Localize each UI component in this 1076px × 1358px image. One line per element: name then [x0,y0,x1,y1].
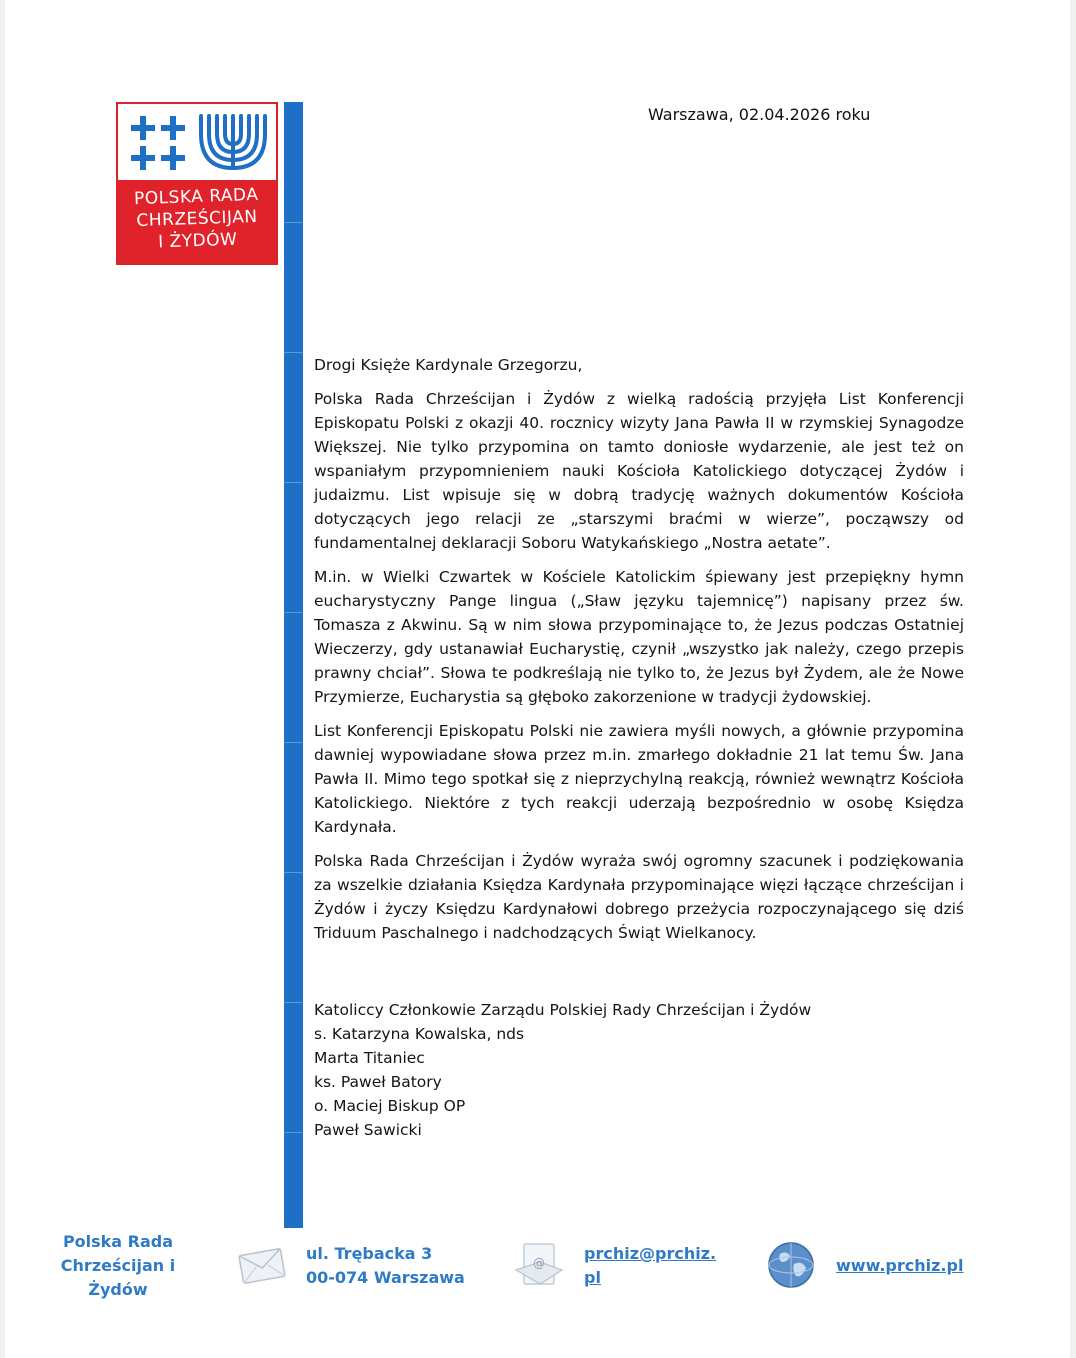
letter-greeting: Drogi Księże Kardynale Grzegorzu, [314,356,583,374]
svg-text:@: @ [533,1256,545,1270]
signature-block [314,998,964,1142]
signature-heading: Katoliccy Członkowie Zarządu Polskiej Rady Chrześcijan i Żydów [314,1001,812,1019]
jerusalem-cross-icon [130,114,190,174]
globe-icon [766,1240,816,1290]
footer-org-line: Polska Rada [62,1232,174,1251]
bar-divider [284,872,303,873]
footer-city: 00-074 Warszawa [306,1268,465,1287]
bar-divider [284,742,303,743]
letter-paragraph: M.in. w Wielki Czwartek w Kościele Katolickim śpiewany jest przepiękny hymn eucharystyczny Pange lingua („Sław języku tajemnicę”) napisany przez św. Tomasza z Akwinu. Są w nim słowa przypominające to, że Jezus podczas Ostatniej Wieczerzy, gdy ustanawiał Eucharystię, czynił „wszystko jak należy, czego przepis prawny chciał”. Słowa te podkreślają nie tylko to, że Jezus był Żydem, ale że Nowe Przymierze, Eucharystia są głęboko zakorzenione w tradycji żydowskiej. [314,568,964,706]
bar-divider [284,1132,303,1133]
signatory-name: s. Katarzyna Kowalska, nds [314,1025,525,1043]
letter-date: Warszawa, 02.04.2026 roku [648,105,871,124]
page-edge-right [1070,0,1076,1358]
footer-street: ul. Trębacka 3 [306,1244,433,1263]
footer-email-link[interactable]: prchiz@prchiz.pl [584,1244,717,1287]
footer-org-line: Chrześcijan i [60,1256,176,1275]
logo-red-block [118,180,276,263]
signatory-name: Paweł Sawicki [314,1121,422,1139]
logo-text [121,183,273,254]
bar-divider [284,612,303,613]
footer-organization-name [52,1230,184,1302]
letterhead-blue-bar [284,102,303,1228]
menorah-icon [198,112,268,176]
signatory-name: ks. Paweł Batory [314,1073,442,1091]
letter-paragraph: Polska Rada Chrześcijan i Żydów z wielką radością przyjęła List Konferencji Episkopatu Polski z okazji 40. rocznicy wizyty Jana Pawła II w rzymskiej Synagodze Większej. Nie tylko przypomina on tamto doniosłe wydarzenie, ale jest też on wspaniałym przypomnieniem nauki Kościoła Katolickiego dotyczącej Żydów i judaizmu. List wpisuje się w dobrą tradycję ważnych dokumentów Kościoła dotyczących jego relacji ze „starszymi braćmi w wierze”, począwszy od fundamentalnej deklaracji Soboru Watykańskiego „Nostra aetate”. [314,390,964,552]
bar-divider [284,482,303,483]
envelope-icon [236,1244,288,1288]
logo-line-3: I ŻYDÓW [157,229,238,253]
signatory-name: o. Maciej Biskup OP [314,1097,466,1115]
letter-paragraph: Polska Rada Chrześcijan i Żydów wyraża swój ogromny szacunek i podziękowania za wszelkie działania Księdza Kardynała przypominające więzi łączące chrześcijan i Żydów i życzy Księdzu Kardynałowi dobrego przeżycia rozpoczynającego się dziś Triduum Paschalnego i nadchodzących Świąt Wielkanocy. [314,852,964,942]
logo-line-1: POLSKA RADA [133,184,259,210]
page-edge-left [0,0,5,1358]
bar-divider [284,1002,303,1003]
footer-address [306,1242,465,1290]
footer-website-link[interactable]: www.prchiz.pl [836,1256,964,1275]
signatory-name: Marta Titaniec [314,1049,425,1067]
organization-logo [116,102,278,265]
logo-line-2: CHRZEŚCIJAN [136,206,258,232]
letter-body [314,353,964,955]
footer-org-line: Żydów [88,1280,148,1299]
bar-divider [284,222,303,223]
bar-divider [284,352,303,353]
email-icon [514,1240,564,1290]
logo-symbols [118,104,276,180]
letter-paragraph: List Konferencji Episkopatu Polski nie zawiera myśli nowych, a głównie przypomina dawniej wypowiadane słowa przez m.in. zmarłego dokładnie 21 lat temu Św. Jana Pawła II. Mimo tego spotkał się z nieprzychylną reakcją, również wewnątrz Kościoła Katolickiego. Niektóre z tych reakcji uderzają bezpośrednio w osobę Księdza Kardynała. [314,722,964,836]
